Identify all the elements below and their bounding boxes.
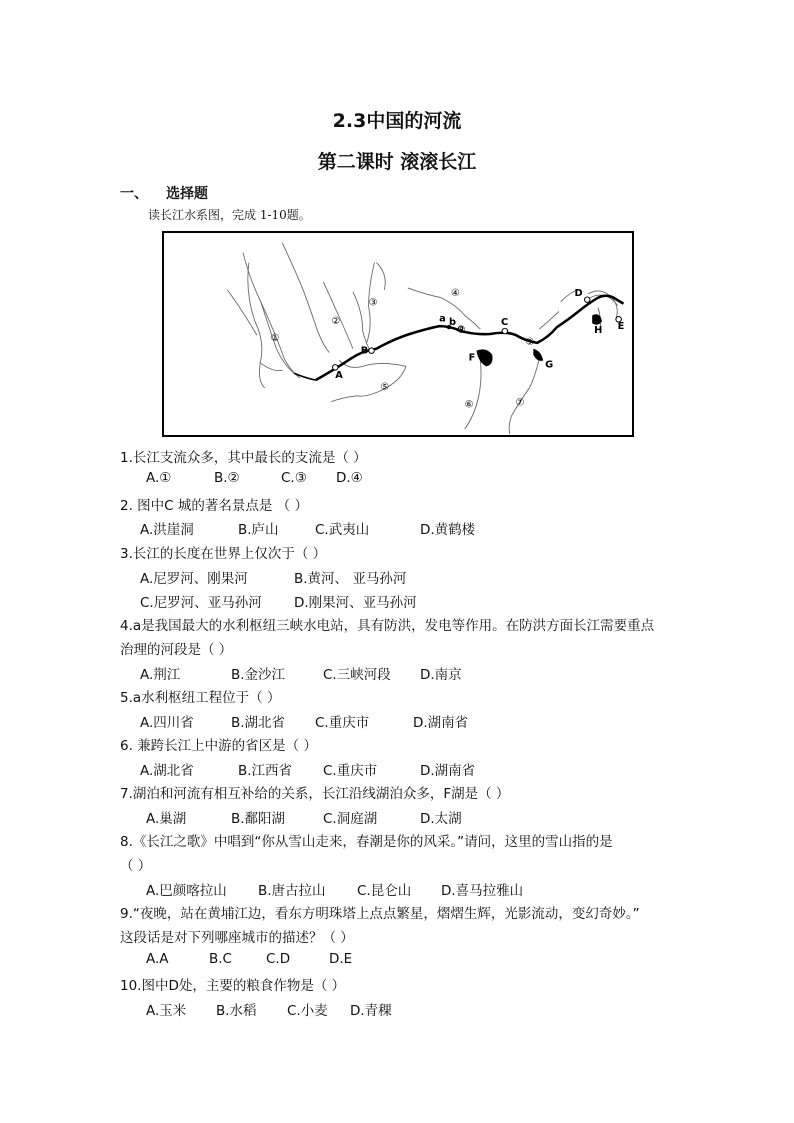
question-stem-continued: 治理的河段是（ ）: [120, 642, 233, 658]
question-option: A.四川省: [140, 715, 194, 731]
map-label-d-city: D: [574, 287, 583, 299]
question-stem-continued: （ ）: [120, 858, 152, 874]
question-option: A.湖北省: [140, 763, 194, 779]
question-option: A.A: [146, 951, 169, 967]
map-tributary-3: ③: [368, 297, 378, 309]
question-option: C.D: [266, 951, 291, 967]
question-option: D.刚果河、亚马孙河: [294, 595, 417, 611]
section-heading: [120, 183, 208, 203]
question-option: B.C: [209, 951, 232, 967]
question-option: D.青稞: [350, 1003, 392, 1019]
question-option: A.洪崖洞: [140, 522, 194, 538]
question-stem: 5.a水利枢纽工程位于（ ）: [120, 690, 281, 706]
question-option: D.湖南省: [420, 763, 476, 779]
yangtze-river-map: [162, 231, 634, 437]
map-tributary-4: ④: [450, 287, 460, 299]
question-option: D.湖南省: [413, 715, 469, 731]
question-option: C.昆仑山: [357, 883, 412, 899]
question-option: C.③: [281, 470, 307, 486]
question-stem: 10.图中D处，主要的粮食作物是（ ）: [120, 978, 346, 994]
question-option: C.三峡河段: [323, 667, 391, 683]
question-stem: 8.《长江之歌》中唱到“你从雪山走来，春潮是你的风采。”请问，这里的雪山指的是: [120, 834, 613, 850]
map-label-c-city: C: [500, 317, 509, 329]
question-stem: 1.长江支流众多，其中最长的支流是（ ）: [120, 450, 367, 466]
question-stem: 2. 图中C 城的著名景点是 （ ）: [120, 498, 308, 514]
question-option: B.庐山: [238, 522, 279, 538]
question-option: B.鄱阳湖: [231, 811, 286, 827]
section-number: 一、: [120, 186, 148, 202]
question-option: B.黄河、 亚马孙河: [294, 571, 407, 587]
page-title: 2.3中国的河流: [332, 110, 462, 132]
map-label-e-city: E: [617, 321, 625, 333]
map-tributary-1: ①: [270, 332, 280, 344]
question-option: B.唐古拉山: [258, 883, 326, 899]
question-option: A.尼罗河、刚果河: [140, 571, 248, 587]
question-option: A.荆江: [140, 667, 181, 683]
question-option: A.巴颜喀拉山: [146, 883, 227, 899]
map-label-b-point: b: [448, 317, 457, 329]
question-option: D.E: [329, 951, 353, 967]
question-stem: 4.a是我国最大的水利枢纽三峡水电站，具有防洪，发电等作用。在防洪方面长江需要重点: [120, 618, 655, 634]
question-stem: 9.“夜晚，站在黄埔江边，看东方明珠塔上点点繁星，熠熠生辉，光影流动，变幻奇妙。”: [120, 906, 640, 922]
question-stem: 7.湖泊和河流有相互补给的关系，长江沿线湖泊众多，F湖是（ ）: [120, 786, 510, 802]
question-option: C.重庆市: [323, 763, 378, 779]
question-option: B.水稻: [216, 1003, 257, 1019]
question-option: C.洞庭湖: [323, 811, 378, 827]
question-option: B.②: [214, 470, 240, 486]
question-stem-continued: 这段话是对下列哪座城市的描述？（ ）: [120, 930, 354, 946]
map-label-b-city: B: [360, 345, 369, 357]
question-option: C.重庆市: [315, 715, 370, 731]
question-option: D.太湖: [420, 811, 462, 827]
question-stem: 3.长江的长度在世界上仅次于（ ）: [120, 546, 327, 562]
question-option: B.金沙江: [231, 667, 286, 683]
map-tributary-7: ⑦: [515, 397, 525, 409]
map-tributary-6: ⑥: [464, 399, 474, 411]
question-option: C.武夷山: [315, 522, 370, 538]
question-option: D.南京: [420, 667, 462, 683]
question-option: A.玉米: [146, 1003, 187, 1019]
question-option: B.湖北省: [231, 715, 286, 731]
map-label-a-city: A: [335, 370, 343, 382]
map-label-f-lake: F: [468, 352, 476, 364]
question-option: A.①: [146, 470, 172, 486]
map-instruction: 读长江水系图，完成 1-10题。: [148, 208, 311, 222]
map-label-a-dam: a: [439, 313, 446, 325]
question-option: A.巢湖: [146, 811, 187, 827]
question-option: C.小麦: [287, 1003, 328, 1019]
question-option: B.江西省: [238, 763, 293, 779]
page-subtitle: 第二课时 滚滚长江: [317, 151, 477, 173]
question-option: D.④: [336, 470, 363, 486]
map-tributary-9: ⑨: [525, 336, 535, 348]
map-tributary-2: ②: [331, 316, 341, 328]
question-stem: 6. 兼跨长江上中游的省区是（ ）: [120, 738, 317, 754]
map-tributary-8: ⑧: [456, 325, 466, 337]
question-option: D.黄鹤楼: [420, 522, 476, 538]
map-tributary-5: ⑤: [380, 381, 390, 393]
map-label-g: G: [545, 359, 554, 371]
question-option: C.尼罗河、亚马孙河: [140, 595, 262, 611]
map-label-h: H: [594, 325, 603, 337]
section-label: 选择题: [166, 186, 208, 202]
question-option: D.喜马拉雅山: [441, 883, 524, 899]
